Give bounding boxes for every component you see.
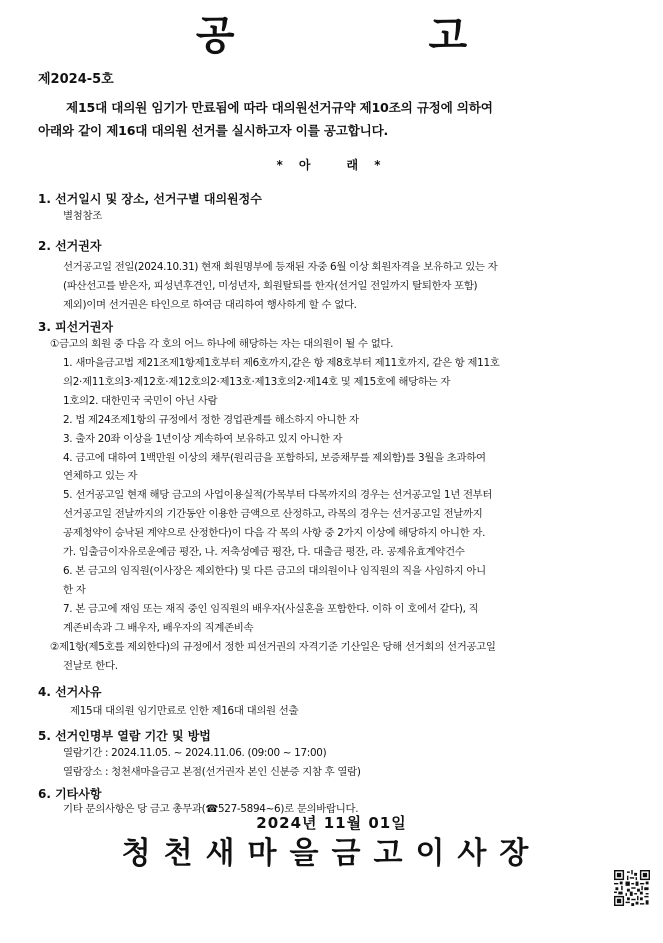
section-5-line: 열람기간 : 2024.11.05. ~ 2024.11.06. (09:00 ~ 17:00) — [63, 747, 327, 759]
section-3-line: ①금고의 회원 중 다음 각 호의 어느 하나에 해당하는 자는 대의원이 될 수 없다. — [50, 338, 394, 350]
section-2-line: 제외)이며 선거권은 타인으로 하여금 대리하여 행사하게 할 수 없다. — [63, 299, 357, 311]
section-2-line: 선거공고일 전일(2024.10.31) 현재 회원명부에 등재된 자중 6월 이상 회원자격을 보유하고 있는 자 — [63, 261, 498, 273]
section-3-line: 1호의2. 대한민국 국민이 아닌 사람 — [63, 395, 218, 407]
section-3-line: 4. 금고에 대하여 1백만원 이상의 채무(원리금을 포함하되, 보증채무를 제외함)를 3월을 초과하여 — [63, 452, 486, 464]
section-2-line: (파산선고를 받은자, 피성년후견인, 미성년자, 회원탈퇴를 한자(선거일 전일까지 탈퇴한자 포함) — [63, 280, 478, 292]
notice-date: 2024년 11월 01일 — [256, 814, 407, 832]
section-4-line: 제15대 대의원 임기만료로 인한 제16대 대의원 선출 — [70, 705, 299, 717]
section-6-heading: 6. 기타사항 — [38, 787, 102, 801]
section-3-line: 연체하고 있는 자 — [63, 470, 138, 482]
section-3-line: 전날로 한다. — [63, 660, 118, 672]
section-3-line: 5. 선거공고일 현재 해당 금고의 사업이용실적(가목부터 다목까지의 경우는 선거공고일 1년 전부터 — [63, 489, 493, 501]
section-3-line: 1. 새마을금고법 제21조제1항제1호부터 제6호까지,같은 항 제8호부터 제11호까지, 같은 항 제11호 — [63, 357, 500, 369]
qr-code-icon — [614, 870, 650, 906]
section-5-heading: 5. 선거인명부 열람 기간 및 방법 — [38, 729, 211, 743]
section-3-line: 한 자 — [63, 584, 86, 596]
intro-line: 아래와 같이 제16대 대의원 선거를 실시하고자 이를 공고합니다. — [38, 123, 389, 138]
section-4-heading: 4. 선거사유 — [38, 685, 102, 699]
signer-name: 청천새마을금고이사장 — [121, 836, 542, 871]
section-1-line: 별첨참조 — [63, 210, 102, 222]
section-3-line: 선거공고일 전날까지의 기간동안 이용한 금액으로 산정하고, 라목의 경우는 선거공고일 전날까지 — [63, 508, 483, 520]
section-3-line: 가. 입출금이자유로운예금 평잔, 나. 저축성예금 평잔, 다. 대출금 평잔, 라. 공제유효계약건수 — [63, 546, 465, 558]
section-3-line: 7. 본 금고에 재임 또는 재직 중인 임직원의 배우자(사실혼을 포함한다. 이하 이 호에서 같다), 직 — [63, 603, 479, 615]
section-1-heading: 1. 선거일시 및 장소, 선거구별 대의원정수 — [38, 192, 262, 206]
section-6-line: 기타 문의사항은 당 금고 총무과(☎527-5894~6)로 문의바랍니다. — [63, 803, 359, 815]
document-number: 제2024-5호 — [38, 72, 114, 87]
marker-right: 래 * — [346, 158, 387, 172]
section-3-line: 2. 법 제24조제1항의 규정에서 정한 경업관계를 해소하지 아니한 자 — [63, 414, 359, 426]
section-3-line: 공제청약이 승낙된 계약으로 산정한다)이 다음 각 목의 사항 중 2가지 이상에 해당하지 아니한 자. — [63, 527, 486, 539]
intro-paragraph — [38, 96, 638, 142]
section-3-heading: 3. 피선거권자 — [38, 320, 114, 334]
marker-left: * 아 — [276, 158, 317, 172]
section-3-line: 6. 본 금고의 임직원(이사장은 제외한다) 및 다른 금고의 대의원이나 임직원의 직을 사임하지 아니 — [63, 565, 486, 577]
section-2-heading: 2. 선거권자 — [38, 239, 102, 253]
page-title: 공 고 — [195, 12, 558, 59]
section-3-line: 3. 출자 20좌 이상을 1년이상 계속하여 보유하고 있지 아니한 자 — [63, 433, 343, 445]
section-3-line: 계존비속과 그 배우자, 배우자의 직계존비속 — [63, 622, 254, 634]
intro-line: 제15대 대의원 임기가 만료됨에 따라 대의원선거규약 제10조의 규정에 의하여 — [66, 100, 493, 115]
section-marker — [0, 156, 663, 173]
section-3-line: ②제1항(제5호를 제외한다)의 규정에서 정한 피선거권의 자격기준 기산일은 당해 선거회의 선거공고일 — [50, 641, 496, 653]
section-5-line: 열람장소 : 청천새마을금고 본점(선거권자 본인 신분증 지참 후 열람) — [63, 766, 361, 778]
section-3-line: 의2·제11호의3·제12호·제12호의2·제13호·제13호의2·제14호 및 제15호에 해당하는 자 — [63, 376, 451, 388]
